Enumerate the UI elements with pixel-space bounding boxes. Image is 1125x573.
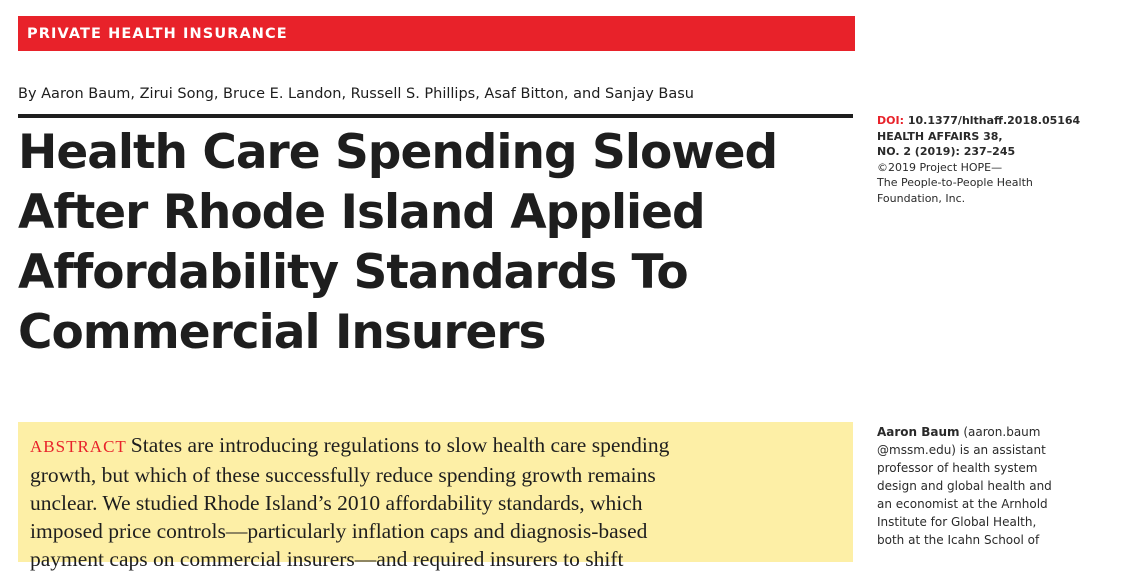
abstract-line bbox=[30, 431, 841, 461]
title-line: After Rhode Island Applied bbox=[18, 185, 705, 240]
abstract-line: imposed price controls—particularly inflation caps and diagnosis-based bbox=[30, 519, 648, 543]
abstract-line: payment caps on commercial insurers—and required insurers to shift bbox=[30, 547, 624, 571]
abstract-text: States are introducing regulations to slow health care spending bbox=[130, 433, 670, 457]
bio-line: an economist at the Arnhold bbox=[877, 497, 1048, 511]
journal-line: HEALTH AFFAIRS 38, bbox=[877, 129, 1003, 143]
author-bio bbox=[877, 423, 1117, 549]
doi-line bbox=[877, 113, 1117, 129]
bio-author-name: Aaron Baum bbox=[877, 425, 960, 439]
bio-email: (aaron.baum bbox=[959, 425, 1041, 439]
abstract-label: ABSTRACT bbox=[30, 437, 127, 456]
bio-line: Institute for Global Health, bbox=[877, 515, 1037, 529]
journal-issue-line: NO. 2 (2019): 237–245 bbox=[877, 145, 1016, 158]
title-line: Health Care Spending Slowed bbox=[18, 125, 778, 180]
citation-block bbox=[877, 113, 1117, 206]
copyright-line: The People-to-People Health bbox=[877, 176, 1033, 189]
bio-line: both at the Icahn School of bbox=[877, 533, 1040, 547]
section-label: PRIVATE HEALTH INSURANCE bbox=[27, 25, 288, 42]
doi-label: DOI: bbox=[877, 114, 904, 127]
title-rule bbox=[18, 114, 853, 118]
article-title bbox=[18, 123, 848, 363]
title-line: Affordability Standards To bbox=[18, 245, 688, 300]
title-line: Commercial Insurers bbox=[18, 305, 546, 360]
copyright-line: Foundation, Inc. bbox=[877, 191, 966, 205]
abstract-line: growth, but which of these successfully reduce spending growth remains bbox=[30, 463, 656, 487]
bio-line: design and global health and bbox=[877, 479, 1052, 493]
bio-line: @mssm.edu) is an assistant bbox=[877, 443, 1046, 457]
abstract-box bbox=[18, 422, 853, 571]
copyright-line: ©2019 Project HOPE— bbox=[877, 160, 1003, 174]
doi-link[interactable]: 10.1377/hlthaff.2018.05164 bbox=[907, 114, 1081, 127]
bio-line: professor of health system bbox=[877, 461, 1038, 475]
author-byline: By Aaron Baum, Zirui Song, Bruce E. Landon, Russell S. Phillips, Asaf Bitton, and Sanjay Basu bbox=[18, 86, 694, 102]
abstract-line: unclear. We studied Rhode Island’s 2010 affordability standards, which bbox=[30, 491, 643, 515]
section-banner bbox=[18, 16, 855, 51]
bio-line bbox=[877, 423, 1117, 441]
